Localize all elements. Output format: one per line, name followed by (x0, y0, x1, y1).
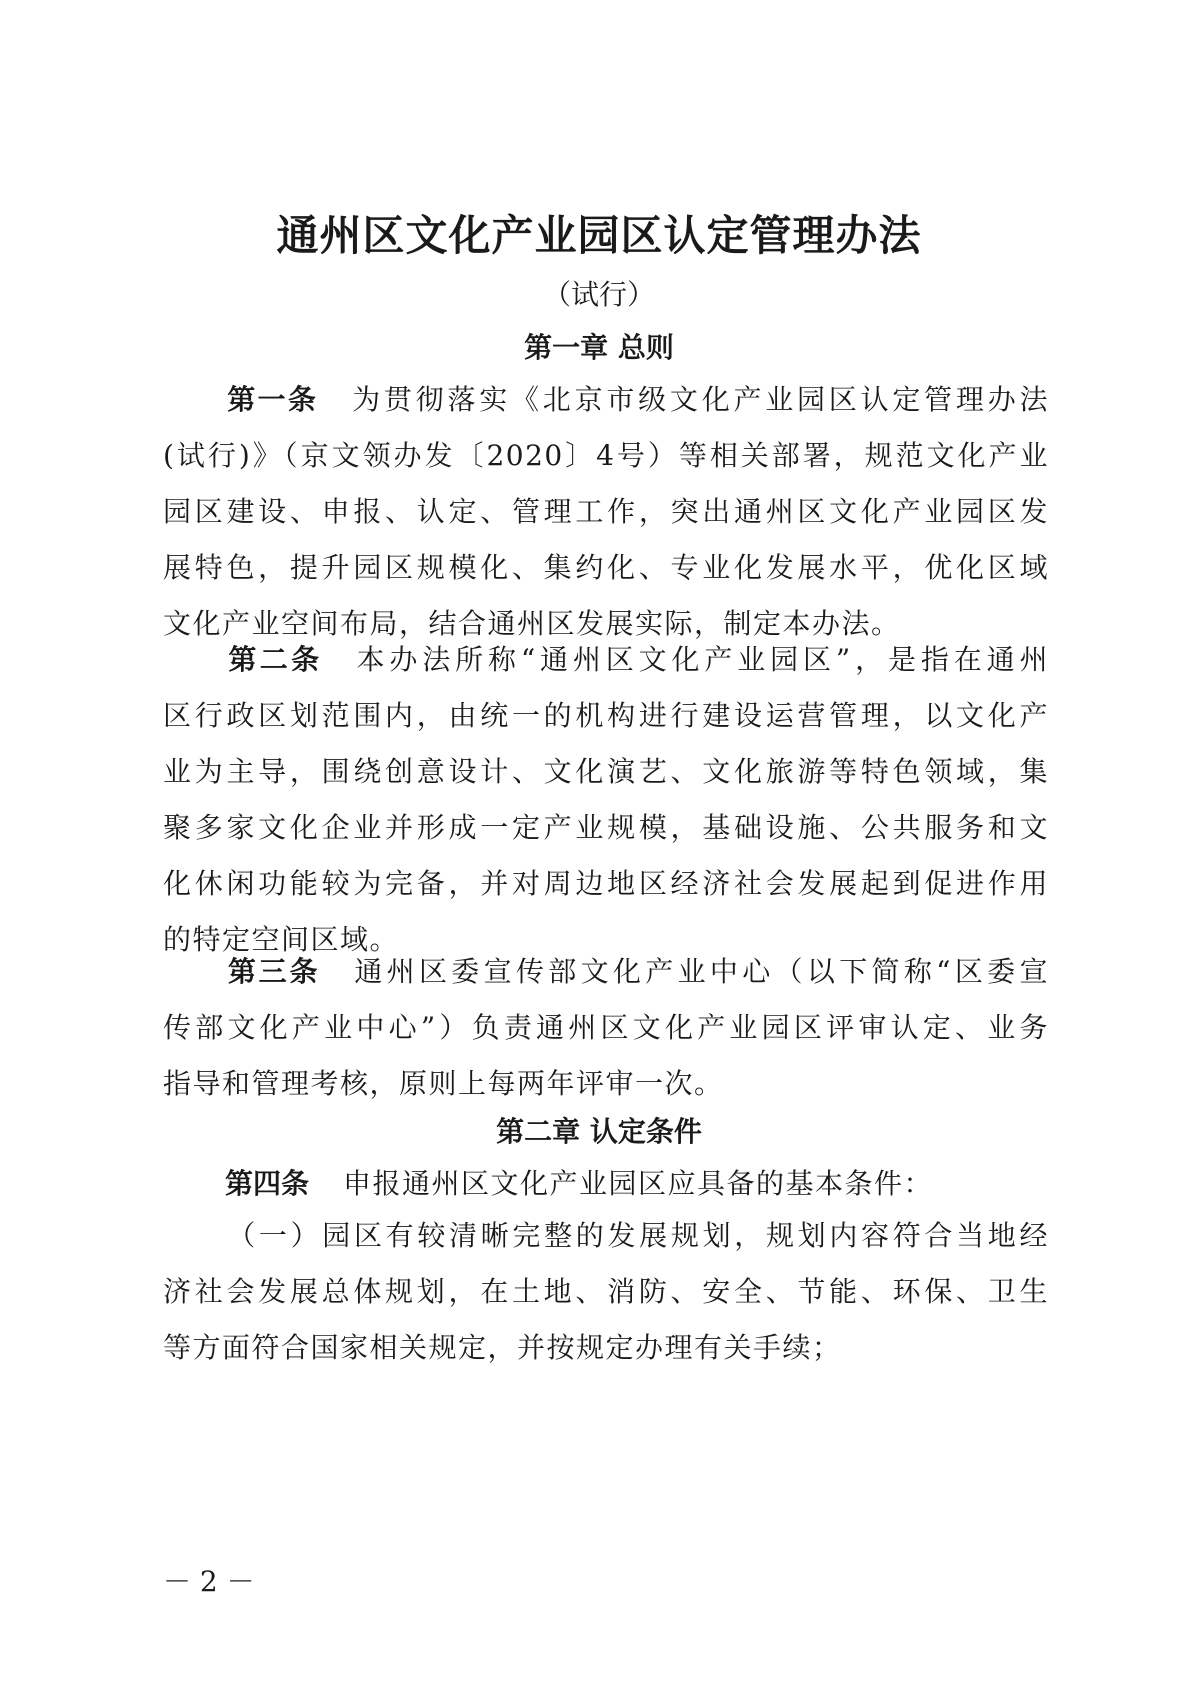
article-3-line: 通州区委宣传部文化产业中心（以下简称“区委宣 (354, 955, 1049, 988)
article-1-line: 为贯彻落实《北京市级文化产业园区认定管理办法 (352, 383, 1049, 416)
article-1 (163, 372, 1049, 652)
chapter-heading-1: 第一章 总则 (524, 331, 674, 364)
article-3-label: 第三条 (225, 955, 321, 988)
article-2-line: 本办法所称“通州区文化产业园区”，是指在通州 (356, 643, 1049, 676)
article-2-line: 区行政区划范围内，由统一的机构进行建设运营管理，以文化产 (163, 699, 1049, 732)
article-2-line: 业为主导，围绕创意设计、文化演艺、文化旅游等特色领域，集 (163, 755, 1049, 788)
clause-1 (163, 1208, 1049, 1376)
article-2 (163, 632, 1049, 968)
article-1-line: 展特色，提升园区规模化、集约化、专业化发展水平，优化区域 (163, 551, 1049, 584)
document-title: 通州区文化产业园区认定管理办法 (276, 211, 922, 260)
article-4-label: 第四条 (225, 1167, 310, 1200)
document-subtitle: （试行） (542, 278, 655, 311)
article-4-line: 申报通州区文化产业园区应具备的基本条件： (343, 1167, 934, 1200)
article-3-line: 指导和管理考核，原则上每两年评审一次。 (163, 1067, 724, 1100)
clause-1-line: （一）园区有较清晰完整的发展规划，规划内容符合当地经 (225, 1219, 1049, 1252)
article-1-line: 文化产业空间布局，结合通州区发展实际，制定本办法。 (163, 607, 901, 640)
article-1-label: 第一条 (225, 383, 319, 416)
article-4 (163, 1156, 1049, 1212)
clause-1-line: 等方面符合国家相关规定，并按规定办理有关手续； (163, 1331, 842, 1364)
article-1-line: (试行)》（京文领办发〔2020〕4号）等相关部署，规范文化产业 (163, 439, 1049, 472)
article-1-line: 园区建设、申报、认定、管理工作，突出通州区文化产业园区发 (163, 495, 1049, 528)
article-2-line: 化休闲功能较为完备，并对周边地区经济社会发展起到促进作用 (163, 867, 1049, 900)
clause-1-line: 济社会发展总体规划，在土地、消防、安全、节能、环保、卫生 (163, 1275, 1049, 1308)
article-2-line: 的特定空间区域。 (163, 923, 400, 956)
article-2-line: 聚多家文化企业并形成一定产业规模，基础设施、公共服务和文 (163, 811, 1049, 844)
page-number: － 2 － (163, 1565, 255, 1598)
article-3-line: 传部文化产业中心”）负责通州区文化产业园区评审认定、业务 (163, 1011, 1049, 1044)
chapter-heading-2: 第二章 认定条件 (496, 1115, 702, 1148)
article-2-label: 第二条 (225, 643, 323, 676)
article-3 (163, 944, 1049, 1112)
